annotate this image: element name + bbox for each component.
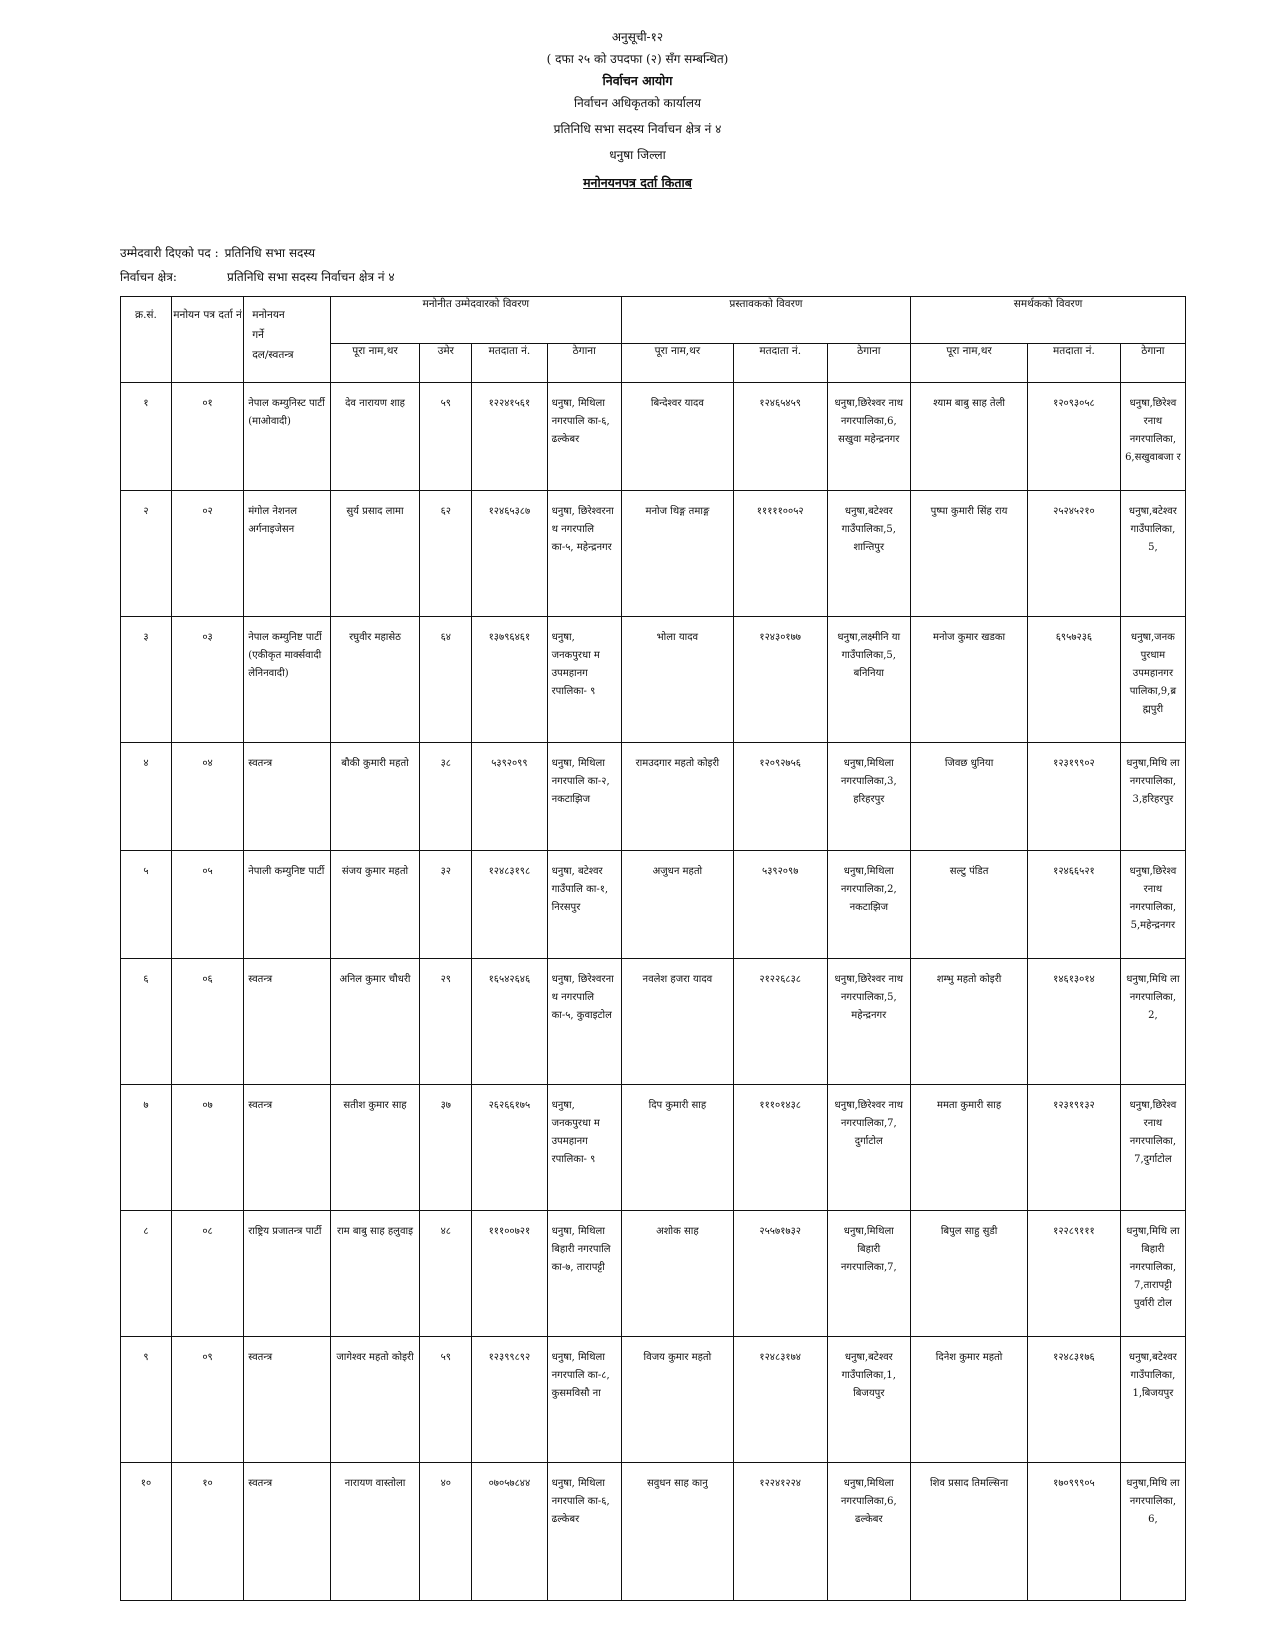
cell-supporter-voter-no: ६९५७२३६	[1028, 617, 1121, 743]
cell-supporter-name: मनोज कुमार खडका	[911, 617, 1028, 743]
cell-proposer-name: अशोक साह	[621, 1211, 733, 1337]
col-header-sn: क्र.सं.	[121, 297, 172, 383]
group-header-proposer: प्रस्तावकको विवरण	[621, 297, 910, 344]
cell-proposer-name: अजुधन महतो	[621, 851, 733, 959]
cell-voter-no: ०७०५७८४४	[472, 1463, 547, 1601]
cell-proposer-voter-no: ५३९२०९७	[733, 851, 827, 959]
col-header-address: ठेगाना	[547, 344, 621, 383]
cell-proposer-name: विजय कुमार महतो	[621, 1337, 733, 1463]
table-row	[121, 383, 1186, 491]
cell-party: स्वतन्त्र	[244, 1085, 331, 1211]
cell-name: देव नारायण शाह	[330, 383, 420, 491]
cell-nomination-no: ०२	[171, 491, 243, 617]
cell-supporter-voter-no: १२४६६५२१	[1028, 851, 1121, 959]
cell-name: बौकी कुमारी महतो	[330, 743, 420, 851]
cell-age: ५९	[420, 383, 472, 491]
cell-party: स्वतन्त्र	[244, 743, 331, 851]
col-header-voter-no: मतदाता नं.	[472, 344, 547, 383]
table-body	[121, 383, 1186, 1601]
cell-proposer-address: धनुषा,बटेश्वर गाउँपालिका,5, शान्तिपुर	[827, 491, 911, 617]
cell-proposer-address: धनुषा,मिथिला बिहारी नगरपालिका,7,	[827, 1211, 911, 1337]
area-line	[120, 268, 395, 285]
cell-nomination-no: ०१	[171, 383, 243, 491]
cell-party: मंगोल नेशनल अर्गनाइजेसन	[244, 491, 331, 617]
cell-name: सुर्य प्रसाद लामा	[330, 491, 420, 617]
cell-supporter-name: जिवछ धुनिया	[911, 743, 1028, 851]
cell-supporter-name: पुष्पा कुमारी सिंह राय	[911, 491, 1028, 617]
cell-address: धनुषा, छिरेश्वरना थ नगरपालि का-५, महेन्द्रनगर	[547, 491, 621, 617]
cell-sn: ९	[121, 1337, 172, 1463]
cell-supporter-address: धनुषा,मिथि ला बिहारी नगरपालिका, 7,तारापट्टी पुर्वारी टोल	[1120, 1211, 1185, 1337]
cell-supporter-name: शम्भु महतो कोइरी	[911, 959, 1028, 1085]
cell-name: सतीश कुमार साह	[330, 1085, 420, 1211]
col-header-proposer-name: पूरा नाम,थर	[621, 344, 733, 383]
cell-age: २९	[420, 959, 472, 1085]
table-row	[121, 851, 1186, 959]
cell-proposer-address: धनुषा,लक्ष्मीनि या गाउँपालिका,5, बनिनिया	[827, 617, 911, 743]
table-row	[121, 1337, 1186, 1463]
cell-supporter-voter-no: १२४८३१७६	[1028, 1337, 1121, 1463]
cell-party: स्वतन्त्र	[244, 1337, 331, 1463]
cell-party: राष्ट्रिय प्रजातन्त्र पार्टी	[244, 1211, 331, 1337]
cell-age: ४८	[420, 1211, 472, 1337]
cell-nomination-no: ०५	[171, 851, 243, 959]
cell-sn: ६	[121, 959, 172, 1085]
cell-supporter-address: धनुषा,बटेश्वर गाउँपालिका, 5,	[1120, 491, 1185, 617]
cell-proposer-address: धनुषा,बटेश्वर गाउँपालिका,1, बिजयपुर	[827, 1337, 911, 1463]
cell-proposer-address: धनुषा,छिरेश्वर नाथ नगरपालिका,7, दुर्गाटोल	[827, 1085, 911, 1211]
table-row	[121, 1085, 1186, 1211]
commission-name: निर्वाचन आयोग	[602, 73, 673, 88]
cell-supporter-name: सल्टु पंडित	[911, 851, 1028, 959]
district-name: धनुषा जिल्ला	[609, 148, 666, 162]
cell-nomination-no: ०७	[171, 1085, 243, 1211]
cell-party: नेपाल कम्युनिष्ट पार्टी (एकीकृत मार्क्सवादी लेनिनवादी)	[244, 617, 331, 743]
cell-voter-no: १६५४२६४६	[472, 959, 547, 1085]
cell-voter-no: १२४८३१९८	[472, 851, 547, 959]
cell-supporter-name: ममता कुमारी साह	[911, 1085, 1028, 1211]
cell-sn: १	[121, 383, 172, 491]
table-row	[121, 1211, 1186, 1337]
area-label: निर्वाचन क्षेत्र:	[120, 270, 177, 284]
cell-age: ४०	[420, 1463, 472, 1601]
col-header-party: मनोनयन गर्ने दल/स्वतन्त्र	[244, 297, 331, 383]
cell-proposer-voter-no: १११०१४३८	[733, 1085, 827, 1211]
cell-age: ३७	[420, 1085, 472, 1211]
cell-name: अनिल कुमार चौधरी	[330, 959, 420, 1085]
cell-supporter-voter-no: १७०९९९०५	[1028, 1463, 1121, 1601]
cell-supporter-voter-no: १२३१९१३२	[1028, 1085, 1121, 1211]
cell-proposer-name: भोला यादव	[621, 617, 733, 743]
col-header-age: उमेर	[420, 344, 472, 383]
table-row	[121, 617, 1186, 743]
cell-proposer-address: धनुषा,मिथिला नगरपालिका,6, ढल्केबर	[827, 1463, 911, 1601]
cell-party: स्वतन्त्र	[244, 1463, 331, 1601]
cell-sn: ७	[121, 1085, 172, 1211]
cell-sn: १०	[121, 1463, 172, 1601]
cell-voter-no: १२२४१५६१	[472, 383, 547, 491]
cell-supporter-name: शिव प्रसाद तिमल्सिना	[911, 1463, 1028, 1601]
cell-nomination-no: १०	[171, 1463, 243, 1601]
cell-sn: ३	[121, 617, 172, 743]
cell-address: धनुषा, जनकपुरधा म उपमहानग रपालिका- ९	[547, 617, 621, 743]
cell-sn: ४	[121, 743, 172, 851]
post-label: उम्मेदवारी दिएको पद :	[120, 246, 219, 260]
cell-supporter-address: धनुषा,छिरेश्व रनाथ नगरपालिका, 7,दुर्गाटोल	[1120, 1085, 1185, 1211]
cell-address: धनुषा, बटेश्वर गाउँपालि का-१, निरसपुर	[547, 851, 621, 959]
col-header-supporter-address: ठेगाना	[1120, 344, 1185, 383]
cell-nomination-no: ०४	[171, 743, 243, 851]
cell-address: धनुषा, मिथिला नगरपालि का-६, ढल्केबर	[547, 1463, 621, 1601]
cell-address: धनुषा, मिथिला नगरपालि का-६, ढल्केबर	[547, 383, 621, 491]
cell-supporter-voter-no: १४६१३०१४	[1028, 959, 1121, 1085]
cell-sn: २	[121, 491, 172, 617]
cell-proposer-name: रामउदगार महतो कोइरी	[621, 743, 733, 851]
cell-supporter-address: धनुषा,मिथि ला नगरपालिका, 3,हरिहरपुर	[1120, 743, 1185, 851]
cell-voter-no: १२३९९८९२	[472, 1337, 547, 1463]
cell-name: नारायण वास्तोला	[330, 1463, 420, 1601]
reference-line: ( दफा २५ को उपदफा (२) सँग सम्बन्धित)	[546, 52, 729, 66]
post-value: प्रतिनिधि सभा सदस्य	[224, 246, 316, 260]
schedule-label: अनुसूची-१२	[611, 30, 664, 44]
cell-nomination-no: ०६	[171, 959, 243, 1085]
cell-supporter-address: धनुषा,जनक पुरधाम उपमहानगर पालिका,9,ब्र ह्मपुरी	[1120, 617, 1185, 743]
cell-supporter-address: धनुषा,मिथि ला नगरपालिका, 2,	[1120, 959, 1185, 1085]
nomination-register-table	[120, 296, 1186, 1601]
page-title: मनोनयनपत्र दर्ता किताब	[583, 175, 692, 190]
cell-proposer-name: सवुधन साह कानु	[621, 1463, 733, 1601]
table-row	[121, 1463, 1186, 1601]
cell-supporter-address: धनुषा,छिरेश्व रनाथ नगरपालिका, 6,सखुवाबजा र	[1120, 383, 1185, 491]
cell-proposer-name: दिप कुमारी साह	[621, 1085, 733, 1211]
cell-proposer-voter-no: १२४८३१७४	[733, 1337, 827, 1463]
cell-proposer-address: धनुषा,मिथिला नगरपालिका,2, नकटाझिज	[827, 851, 911, 959]
cell-name: राम बाबु साह हलुवाइ	[330, 1211, 420, 1337]
cell-name: जागेश्वर महतो कोइरी	[330, 1337, 420, 1463]
cell-supporter-name: दिनेश कुमार महतो	[911, 1337, 1028, 1463]
cell-proposer-voter-no: १२०९२७५६	[733, 743, 827, 851]
post-line	[120, 244, 315, 261]
cell-proposer-address: धनुषा,छिरेश्वर नाथ नगरपालिका,6, सखुवा महेन्द्रनगर	[827, 383, 911, 491]
cell-sn: ५	[121, 851, 172, 959]
office-name: निर्वाचन अधिकृतको कार्यालय	[574, 96, 701, 110]
cell-voter-no: १२४६५३८७	[472, 491, 547, 617]
cell-age: ५९	[420, 1337, 472, 1463]
cell-proposer-voter-no: २५५७१७३२	[733, 1211, 827, 1337]
cell-age: ३८	[420, 743, 472, 851]
cell-proposer-address: धनुषा,छिरेश्वर नाथ नगरपालिका,5, महेन्द्रनगर	[827, 959, 911, 1085]
cell-address: धनुषा, छिरेश्वरना थ नगरपालि का-५, कुवाइटोल	[547, 959, 621, 1085]
cell-party: नेपाली कम्युनिष्ट पार्टी	[244, 851, 331, 959]
cell-address: धनुषा, मिथिला नगरपालि का-२, नकटाझिज	[547, 743, 621, 851]
cell-name: संजय कुमार महतो	[330, 851, 420, 959]
cell-address: धनुषा, मिथिला बिहारी नगरपालि का-७, तारापट्टी	[547, 1211, 621, 1337]
cell-age: ६२	[420, 491, 472, 617]
col-header-proposer-address: ठेगाना	[827, 344, 911, 383]
cell-nomination-no: ०८	[171, 1211, 243, 1337]
cell-proposer-name: नवलेश हजरा यादव	[621, 959, 733, 1085]
cell-proposer-voter-no: २१२२६८३८	[733, 959, 827, 1085]
cell-voter-no: ५३९२०९९	[472, 743, 547, 851]
cell-proposer-voter-no: १२४३०१७७	[733, 617, 827, 743]
cell-nomination-no: ०३	[171, 617, 243, 743]
cell-proposer-voter-no: १२४६५४५९	[733, 383, 827, 491]
table-row	[121, 959, 1186, 1085]
cell-nomination-no: ०९	[171, 1337, 243, 1463]
constituency-name: प्रतिनिधि सभा सदस्य निर्वाचन क्षेत्र नं ४	[553, 122, 722, 136]
cell-supporter-voter-no: २५२४५२१०	[1028, 491, 1121, 617]
group-header-supporter: समर्थकको विवरण	[911, 297, 1186, 344]
cell-supporter-voter-no: १२०९३०५८	[1028, 383, 1121, 491]
cell-supporter-name: बिपुल साहु सुडी	[911, 1211, 1028, 1337]
table-row	[121, 491, 1186, 617]
cell-age: ६४	[420, 617, 472, 743]
group-header-candidate: मनोनीत उम्मेदवारको विवरण	[330, 297, 621, 344]
cell-sn: ८	[121, 1211, 172, 1337]
cell-voter-no: १११००७२१	[472, 1211, 547, 1337]
cell-proposer-name: बिन्देश्वर यादव	[621, 383, 733, 491]
cell-supporter-address: धनुषा,छिरेश्व रनाथ नगरपालिका, 5,महेन्द्रनगर	[1120, 851, 1185, 959]
col-header-proposer-voter-no: मतदाता नं.	[733, 344, 827, 383]
cell-proposer-name: मनोज थिङ्ग तमाङ्ग	[621, 491, 733, 617]
cell-party: नेपाल कम्युनिस्ट पार्टी (माओवादी)	[244, 383, 331, 491]
table-row	[121, 743, 1186, 851]
cell-supporter-address: धनुषा,मिथि ला नगरपालिका, 6,	[1120, 1463, 1185, 1601]
col-header-supporter-name: पूरा नाम,थर	[911, 344, 1028, 383]
cell-supporter-name: श्याम बाबु साह तेली	[911, 383, 1028, 491]
cell-proposer-voter-no: १२२४१२२४	[733, 1463, 827, 1601]
cell-supporter-address: धनुषा,बटेश्वर गाउँपालिका, 1,बिजयपुर	[1120, 1337, 1185, 1463]
cell-supporter-voter-no: १२३१९९०२	[1028, 743, 1121, 851]
cell-address: धनुषा, मिथिला नगरपालि का-८, कुसमविसौ ना	[547, 1337, 621, 1463]
document-header	[0, 26, 1275, 194]
col-header-name: पूरा नाम,थर	[330, 344, 420, 383]
area-value: प्रतिनिधि सभा सदस्य निर्वाचन क्षेत्र नं ४	[227, 270, 395, 284]
cell-address: धनुषा, जनकपुरधा म उपमहानग रपालिका- ९	[547, 1085, 621, 1211]
cell-party: स्वतन्त्र	[244, 959, 331, 1085]
cell-proposer-voter-no: १११११००५२	[733, 491, 827, 617]
cell-age: ३२	[420, 851, 472, 959]
cell-voter-no: २६२६६१७५	[472, 1085, 547, 1211]
col-header-nomination-no: मनोयन पत्र दर्ता नं	[171, 297, 243, 383]
cell-proposer-address: धनुषा,मिथिला नगरपालिका,3, हरिहरपुर	[827, 743, 911, 851]
cell-voter-no: १३७९६४६१	[472, 617, 547, 743]
cell-name: रघुवीर महासेठ	[330, 617, 420, 743]
cell-supporter-voter-no: १२२८९१११	[1028, 1211, 1121, 1337]
col-header-supporter-voter-no: मतदाता नं.	[1028, 344, 1121, 383]
